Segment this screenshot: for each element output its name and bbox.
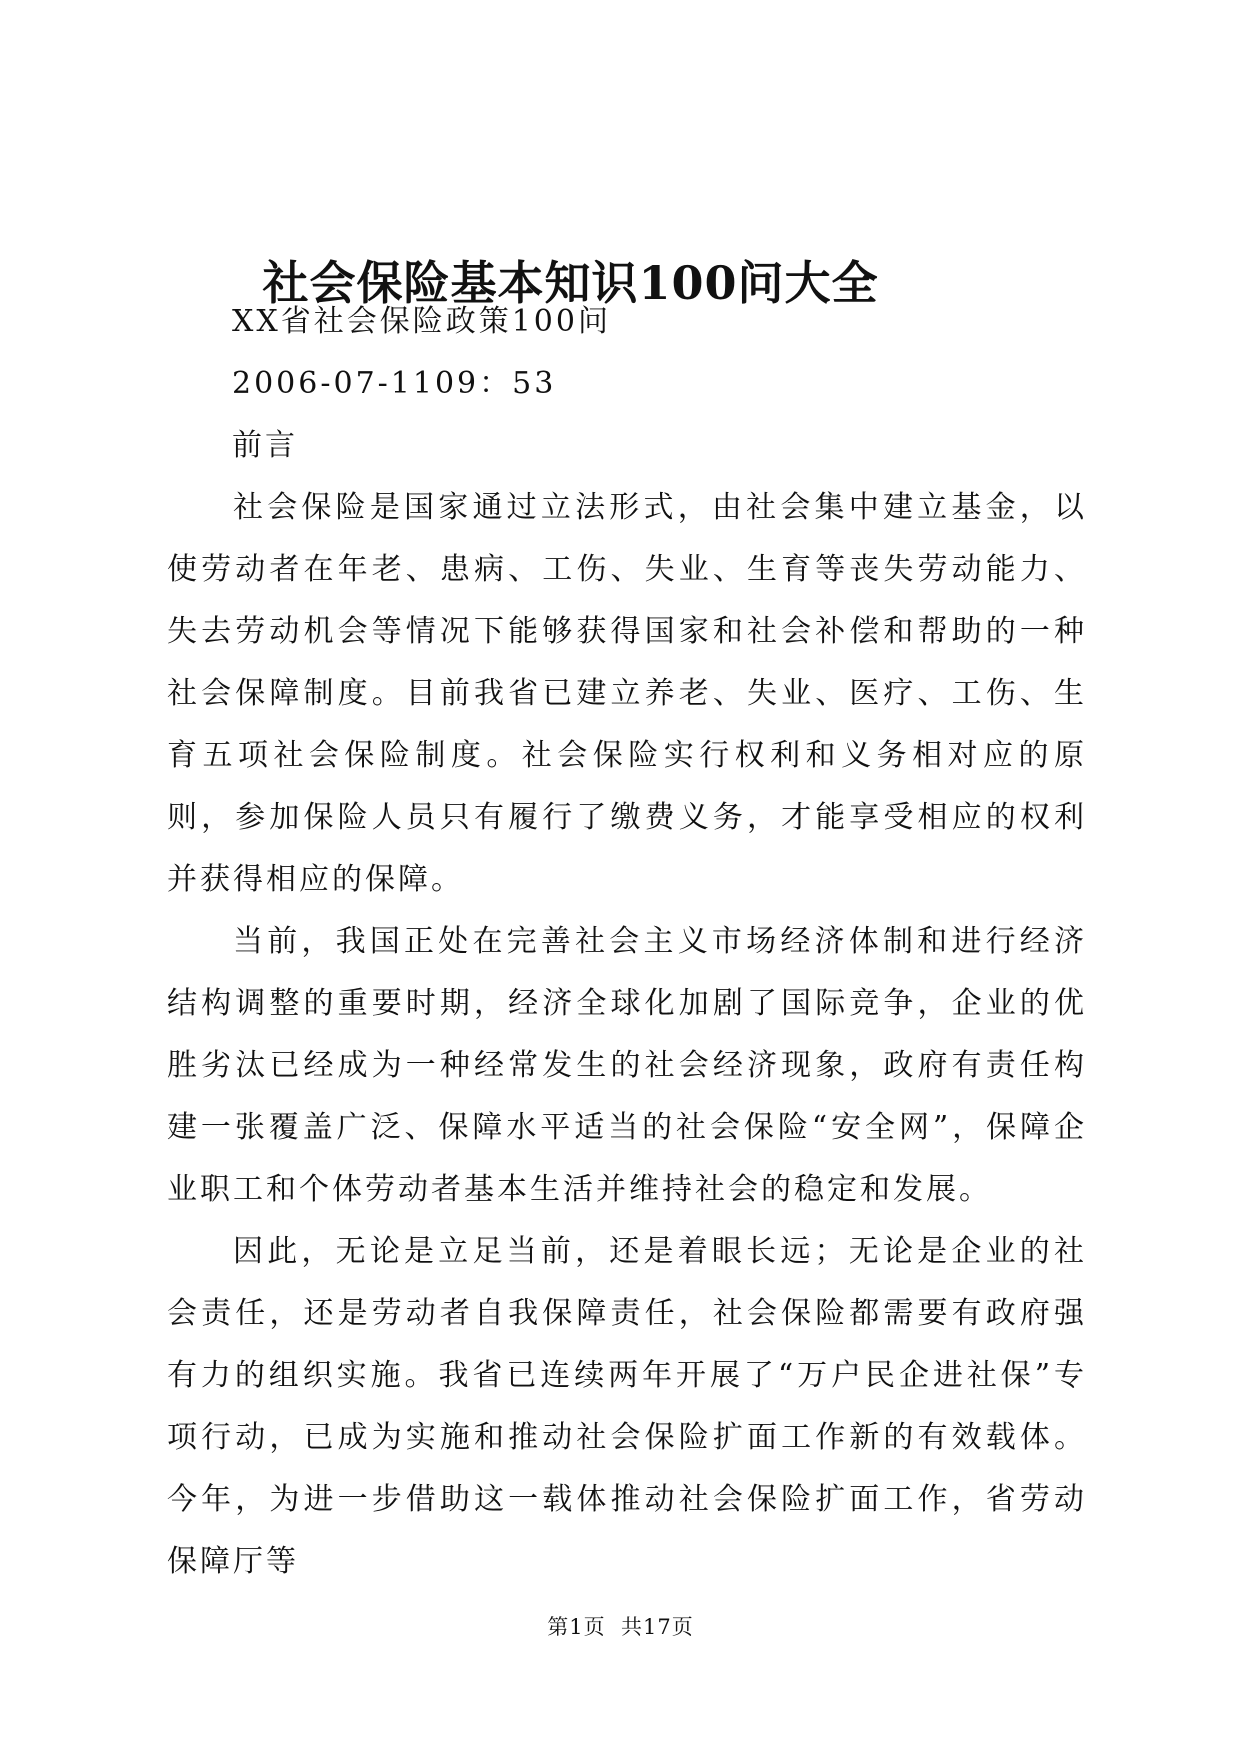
page-number: 第1页 共17页 xyxy=(547,1615,694,1639)
document-body xyxy=(167,291,1087,1593)
document-title: 社会保险基本知识100问大全 xyxy=(262,255,879,310)
section-heading: 前言 xyxy=(232,428,298,463)
page-footer xyxy=(0,1612,1241,1642)
paragraph-1: 社会保险是国家通过立法形式，由社会集中建立基金，以使劳动者在年老、患病、工伤、失业、生育等丧失劳动能力、失去劳动机会等情况下能够获得国家和社会补偿和帮助的一种社会保障制度。目前我省已建立养老、失业、医疗、工伤、生育五项社会保险制度。社会保险实行权利和义务相对应的原则，参加保险人员只有履行了缴费义务，才能享受相应的权利并获得相应的保障。 xyxy=(167,490,1087,897)
document-date: 2006-07-1109：53 xyxy=(232,366,557,401)
document-subtitle: XX省社会保险政策100问 xyxy=(232,304,611,339)
paragraph-3: 因此，无论是立足当前，还是着眼长远；无论是企业的社会责任，还是劳动者自我保障责任，社会保险都需要有政府强有力的组织实施。我省已连续两年开展了“万户民企进社保”专项行动，已成为实施和推动社会保险扩面工作新的有效载体。今年，为进一步借助这一载体推动社会保险扩面工作，省劳动保障厅等 xyxy=(167,1234,1087,1579)
paragraph-2: 当前，我国正处在完善社会主义市场经济体制和进行经济结构调整的重要时期，经济全球化加剧了国际竞争，企业的优胜劣汰已经成为一种经常发生的社会经济现象，政府有责任构建一张覆盖广泛、保障水平适当的社会保险“安全网”，保障企业职工和个体劳动者基本生活并维持社会的稳定和发展。 xyxy=(167,924,1087,1207)
